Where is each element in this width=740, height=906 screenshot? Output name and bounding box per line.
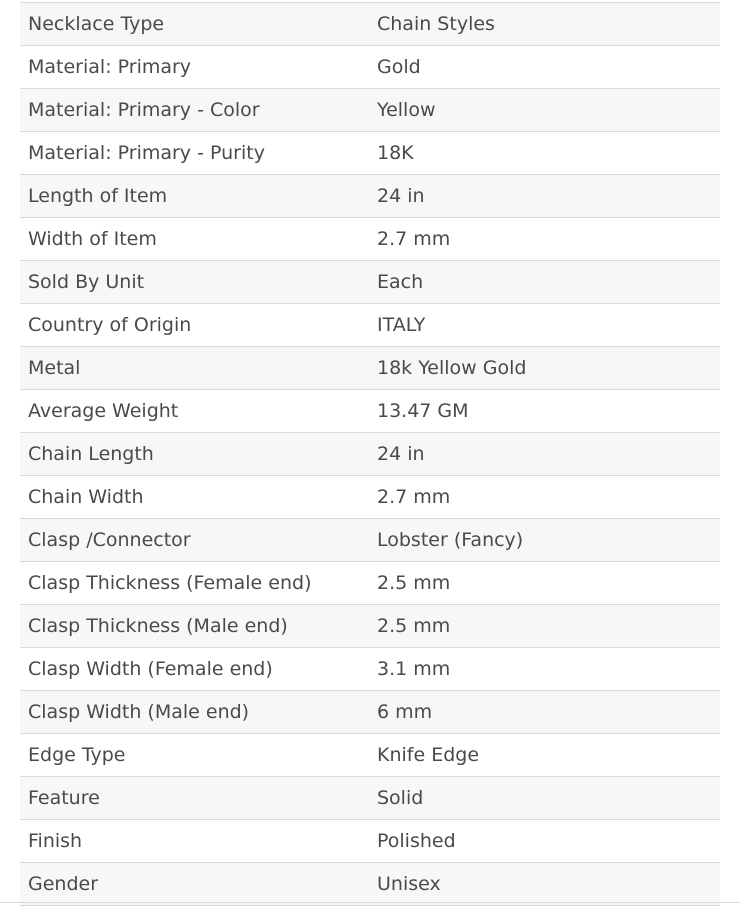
spec-label: Clasp /Connector <box>28 528 191 551</box>
spec-label: Feature <box>28 786 100 809</box>
spec-value: 6 mm <box>377 700 433 723</box>
spec-value: 2.7 mm <box>377 227 451 250</box>
spec-value: 2.5 mm <box>377 614 451 637</box>
spec-row-clasp-thickness-male <box>20 605 720 648</box>
spec-value: 3.1 mm <box>377 657 451 680</box>
spec-row-clasp-connector <box>20 519 720 562</box>
spec-row-material-purity <box>20 132 720 175</box>
spec-row-material-primary <box>20 46 720 89</box>
spec-value: Chain Styles <box>377 12 495 35</box>
spec-label: Finish <box>28 829 83 852</box>
spec-label: Clasp Thickness (Female end) <box>28 571 312 594</box>
spec-label: Width of Item <box>28 227 157 250</box>
spec-row-gender <box>20 863 720 906</box>
spec-value: Gold <box>377 55 421 78</box>
spec-label: Material: Primary - Color <box>28 98 260 121</box>
spec-row-chain-width <box>20 476 720 519</box>
spec-value: 24 in <box>377 442 425 465</box>
spec-label: Material: Primary <box>28 55 192 78</box>
spec-row-length-of-item <box>20 175 720 218</box>
spec-value: 2.7 mm <box>377 485 451 508</box>
spec-value: Solid <box>377 786 424 809</box>
spec-label: Chain Length <box>28 442 154 465</box>
spec-label: Average Weight <box>28 399 179 422</box>
spec-row-feature <box>20 777 720 820</box>
spec-value: 2.5 mm <box>377 571 451 594</box>
spec-value: 13.47 GM <box>377 399 469 422</box>
spec-value: Knife Edge <box>377 743 480 766</box>
spec-row-material-color <box>20 89 720 132</box>
spec-label: Necklace Type <box>28 12 165 35</box>
spec-value: Each <box>377 270 424 293</box>
spec-row-clasp-width-male <box>20 691 720 734</box>
spec-row-metal <box>20 347 720 390</box>
spec-value: Polished <box>377 829 456 852</box>
spec-label: Material: Primary - Purity <box>28 141 265 164</box>
spec-row-chain-length <box>20 433 720 476</box>
spec-row-necklace-type <box>20 3 720 46</box>
spec-label: Chain Width <box>28 485 144 508</box>
spec-row-clasp-thickness-female <box>20 562 720 605</box>
spec-label: Gender <box>28 872 99 895</box>
spec-row-edge-type <box>20 734 720 777</box>
spec-value: Yellow <box>377 98 436 121</box>
spec-label: Country of Origin <box>28 313 192 336</box>
spec-value: Unisex <box>377 872 441 895</box>
spec-row-clasp-width-female <box>20 648 720 691</box>
spec-row-sold-by-unit <box>20 261 720 304</box>
spec-label: Clasp Thickness (Male end) <box>28 614 288 637</box>
spec-row-finish <box>20 820 720 863</box>
spec-label: Clasp Width (Female end) <box>28 657 273 680</box>
product-specifications-table <box>20 2 720 906</box>
spec-label: Clasp Width (Male end) <box>28 700 250 723</box>
spec-row-width-of-item <box>20 218 720 261</box>
spec-label: Sold By Unit <box>28 270 145 293</box>
spec-row-average-weight <box>20 390 720 433</box>
spec-value: 18K <box>377 141 414 164</box>
spec-label: Length of Item <box>28 184 168 207</box>
bottom-divider <box>0 902 740 903</box>
spec-value: 18k Yellow Gold <box>377 356 527 379</box>
spec-value: Lobster (Fancy) <box>377 528 524 551</box>
spec-label: Edge Type <box>28 743 126 766</box>
spec-value: ITALY <box>377 313 426 336</box>
spec-label: Metal <box>28 356 81 379</box>
spec-row-country-of-origin <box>20 304 720 347</box>
spec-value: 24 in <box>377 184 425 207</box>
